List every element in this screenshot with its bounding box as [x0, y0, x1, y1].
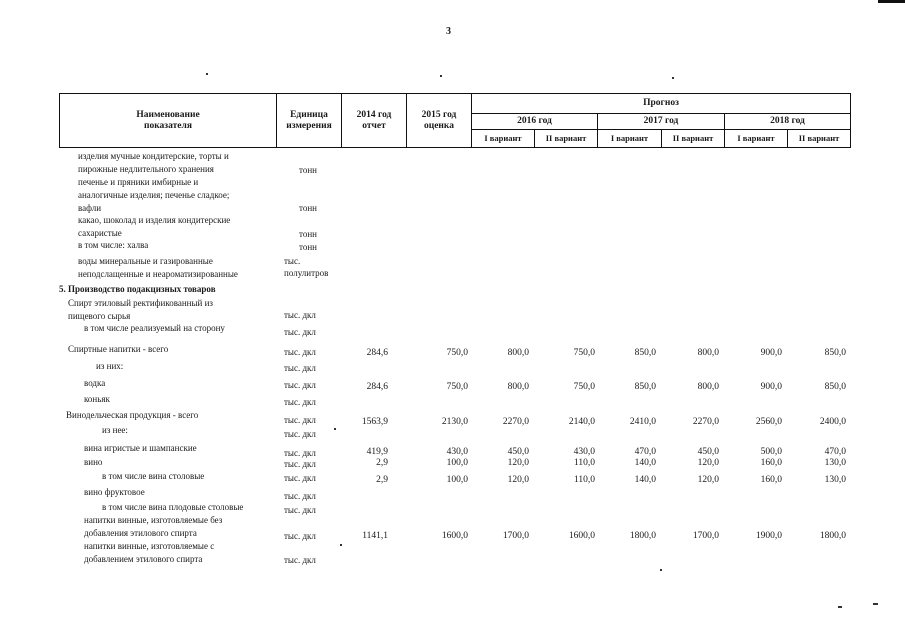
row-20-unit-line-0: тыс. дкл: [284, 555, 316, 565]
scan-speck: [206, 73, 208, 75]
scan-speck: [660, 569, 662, 571]
row-11-unit-line-0: тыс. дкл: [284, 397, 316, 407]
row-6-label-line-1: пищевого сырья: [68, 311, 131, 321]
row-16-value-2018-v2: 130,0: [824, 475, 846, 485]
row-16-value-2017-v2: 120,0: [697, 475, 719, 485]
row-10-value-2017-v1: 850,0: [634, 382, 656, 392]
row-13-unit-line-0: тыс. дкл: [284, 429, 316, 439]
header-2014-column: 2014 год отчет: [341, 93, 407, 148]
row-14-value-2018-v1: 500,0: [760, 447, 782, 457]
row-12-value-2015: 2130,0: [441, 417, 468, 427]
row-12-value-2018-v1: 2560,0: [755, 417, 782, 427]
row-15-value-2017-v1: 140,0: [634, 458, 656, 468]
row-10-value-2015: 750,0: [446, 382, 468, 392]
row-10-unit-line-0: тыс. дкл: [284, 380, 316, 390]
row-19-label-line-1: добавления этилового спирта: [84, 528, 197, 538]
header-2015-column: 2015 год оценка: [406, 93, 472, 148]
row-8-value-2018-v2: 850,0: [824, 348, 846, 358]
row-15-value-2018-v2: 130,0: [824, 458, 846, 468]
row-10-value-2016-v1: 800,0: [507, 382, 529, 392]
row-19-value-2017-v2: 1700,0: [692, 531, 719, 541]
row-12-value-2014: 1563,9: [361, 417, 388, 427]
row-14-value-2018-v2: 470,0: [824, 447, 846, 457]
row-16-value-2014: 2,9: [376, 475, 388, 485]
row-14-label-line-0: вина игристые и шампанские: [84, 443, 197, 453]
row-4-label-line-0: воды минеральные и газированные: [78, 256, 213, 266]
row-19-value-2015: 1600,0: [441, 531, 468, 541]
row-16-unit-line-0: тыс. дкл: [284, 473, 316, 483]
row-16-value-2015: 100,0: [446, 475, 468, 485]
row-15-unit-line-0: тыс. дкл: [284, 459, 316, 469]
row-10-value-2014: 284,6: [366, 382, 388, 392]
row-19-value-2017-v1: 1800,0: [629, 531, 656, 541]
row-2-label-line-1: сахаристые: [78, 228, 122, 238]
row-1-label-line-1: аналогичные изделия; печенье сладкое;: [78, 190, 230, 200]
scan-speck: [340, 544, 342, 546]
row-14-value-2016-v2: 430,0: [573, 447, 595, 457]
scan-speck: [873, 603, 878, 605]
row-15-value-2016-v1: 120,0: [507, 458, 529, 468]
scan-speck: [440, 75, 442, 77]
scan-speck: [672, 77, 674, 79]
row-16-value-2018-v1: 160,0: [760, 475, 782, 485]
header-2018-variant-2: II вариант: [787, 129, 851, 148]
scan-speck: [838, 606, 842, 608]
row-19-value-2014: 1141,1: [362, 531, 388, 541]
row-12-value-2017-v1: 2410,0: [629, 417, 656, 427]
header-2018-variant-1: I вариант: [724, 129, 788, 148]
scan-speck: [334, 428, 336, 430]
row-8-value-2017-v1: 850,0: [634, 348, 656, 358]
row-8-unit-line-0: тыс. дкл: [284, 347, 316, 357]
row-15-value-2014: 2,9: [376, 458, 388, 468]
row-16-value-2016-v2: 110,0: [573, 475, 595, 485]
header-2018: 2018 год: [724, 113, 851, 130]
row-3-label-line-0: в том числе: халва: [78, 240, 149, 250]
row-8-value-2016-v1: 800,0: [507, 348, 529, 358]
row-12-value-2016-v2: 2140,0: [568, 417, 595, 427]
row-14-unit-line-0: тыс. дкл: [284, 448, 316, 458]
scan-corner-mark: [878, 0, 905, 3]
row-15-label-line-0: вино: [84, 457, 103, 467]
header-2017-variant-1: I вариант: [597, 129, 662, 148]
header-2017-variant-2: II вариант: [661, 129, 725, 148]
row-18-unit-line-0: тыс. дкл: [284, 505, 316, 515]
row-19-value-2018-v1: 1900,0: [755, 531, 782, 541]
row-8-value-2017-v2: 800,0: [697, 348, 719, 358]
row-15-value-2018-v1: 160,0: [760, 458, 782, 468]
header-name-column: Наименование показателя: [59, 93, 277, 148]
row-2-unit-line-0: тонн: [299, 229, 317, 239]
row-12-value-2017-v2: 2270,0: [692, 417, 719, 427]
row-3-unit-line-0: тонн: [299, 242, 317, 252]
row-6-label-line-0: Спирт этиловый ректификованный из: [68, 298, 213, 308]
header-unit-column: Единица измерения: [276, 93, 342, 148]
row-19-unit-line-0: тыс. дкл: [284, 531, 316, 541]
row-19-value-2016-v2: 1600,0: [568, 531, 595, 541]
row-8-value-2016-v2: 750,0: [573, 348, 595, 358]
header-forecast: Прогноз: [471, 93, 851, 114]
row-9-unit-line-0: тыс. дкл: [284, 363, 316, 373]
row-17-unit-line-0: тыс. дкл: [284, 491, 316, 501]
row-19-label-line-0: напитки винные, изготовляемые без: [84, 515, 223, 525]
row-15-value-2016-v2: 110,0: [573, 458, 595, 468]
row-8-value-2018-v1: 900,0: [760, 348, 782, 358]
row-11-label-line-0: коньяк: [84, 394, 110, 404]
row-15-value-2017-v2: 120,0: [697, 458, 719, 468]
row-18-label-line-0: в том числе вина плодовые столовые: [102, 502, 244, 512]
row-17-label-line-0: вино фруктовое: [84, 487, 145, 497]
header-2016-variant-2: II вариант: [534, 129, 598, 148]
row-14-value-2016-v1: 450,0: [507, 447, 529, 457]
row-1-label-line-2: вафли: [78, 203, 102, 213]
row-15-value-2015: 100,0: [446, 458, 468, 468]
row-16-value-2017-v1: 140,0: [634, 475, 656, 485]
row-10-value-2016-v2: 750,0: [573, 382, 595, 392]
row-20-label-line-1: добавлением этилового спирта: [84, 554, 203, 564]
row-10-value-2018-v2: 850,0: [824, 382, 846, 392]
row-0-label-line-0: изделия мучные кондитерские, торты и: [78, 151, 229, 161]
page-number: 3: [446, 26, 451, 37]
row-7-unit-line-0: тыс. дкл: [284, 327, 316, 337]
row-6-unit-line-0: тыс. дкл: [284, 310, 316, 320]
row-10-label-line-0: водка: [84, 378, 106, 388]
row-10-value-2018-v1: 900,0: [760, 382, 782, 392]
row-8-value-2015: 750,0: [446, 348, 468, 358]
row-8-value-2014: 284,6: [366, 348, 388, 358]
row-12-label-line-0: Винодельческая продукция - всего: [66, 410, 199, 420]
row-9-label-line-0: из них:: [96, 361, 124, 371]
row-0-label-line-1: пирожные недлительного хранения: [78, 164, 214, 174]
row-5-label-line-0: 5. Производство подакцизных товаров: [59, 284, 216, 294]
row-4-unit-line-0: тыс.: [284, 256, 301, 266]
row-2-label-line-0: какао, шоколад и изделия кондитерские: [78, 215, 231, 225]
row-20-label-line-0: напитки винные, изготовляемые с: [84, 541, 215, 551]
row-4-label-line-1: неподслащенные и неароматизированные: [78, 269, 238, 279]
header-2017: 2017 год: [597, 113, 725, 130]
row-14-value-2014: 419,9: [366, 447, 388, 457]
header-2016: 2016 год: [471, 113, 598, 130]
row-4-unit-line-1: полулитров: [284, 268, 329, 278]
row-12-unit-line-0: тыс. дкл: [284, 415, 316, 425]
row-1-unit-line-0: тонн: [299, 203, 317, 213]
row-19-value-2018-v2: 1800,0: [819, 531, 846, 541]
row-14-value-2017-v2: 450,0: [697, 447, 719, 457]
row-16-label-line-0: в том числе вина столовые: [102, 471, 205, 481]
header-2016-variant-1: I вариант: [471, 129, 535, 148]
row-7-label-line-0: в том числе реализуемый на сторону: [84, 323, 225, 333]
row-12-value-2016-v1: 2270,0: [502, 417, 529, 427]
row-1-label-line-0: печенье и пряники имбирные и: [78, 177, 199, 187]
row-19-value-2016-v1: 1700,0: [502, 531, 529, 541]
row-16-value-2016-v1: 120,0: [507, 475, 529, 485]
row-12-value-2018-v2: 2400,0: [819, 417, 846, 427]
row-14-value-2015: 430,0: [446, 447, 468, 457]
row-14-value-2017-v1: 470,0: [634, 447, 656, 457]
row-0-unit-line-0: тонн: [299, 165, 317, 175]
row-13-label-line-0: из нее:: [102, 425, 128, 435]
row-10-value-2017-v2: 800,0: [697, 382, 719, 392]
row-8-label-line-0: Спиртные напитки - всего: [68, 344, 169, 354]
